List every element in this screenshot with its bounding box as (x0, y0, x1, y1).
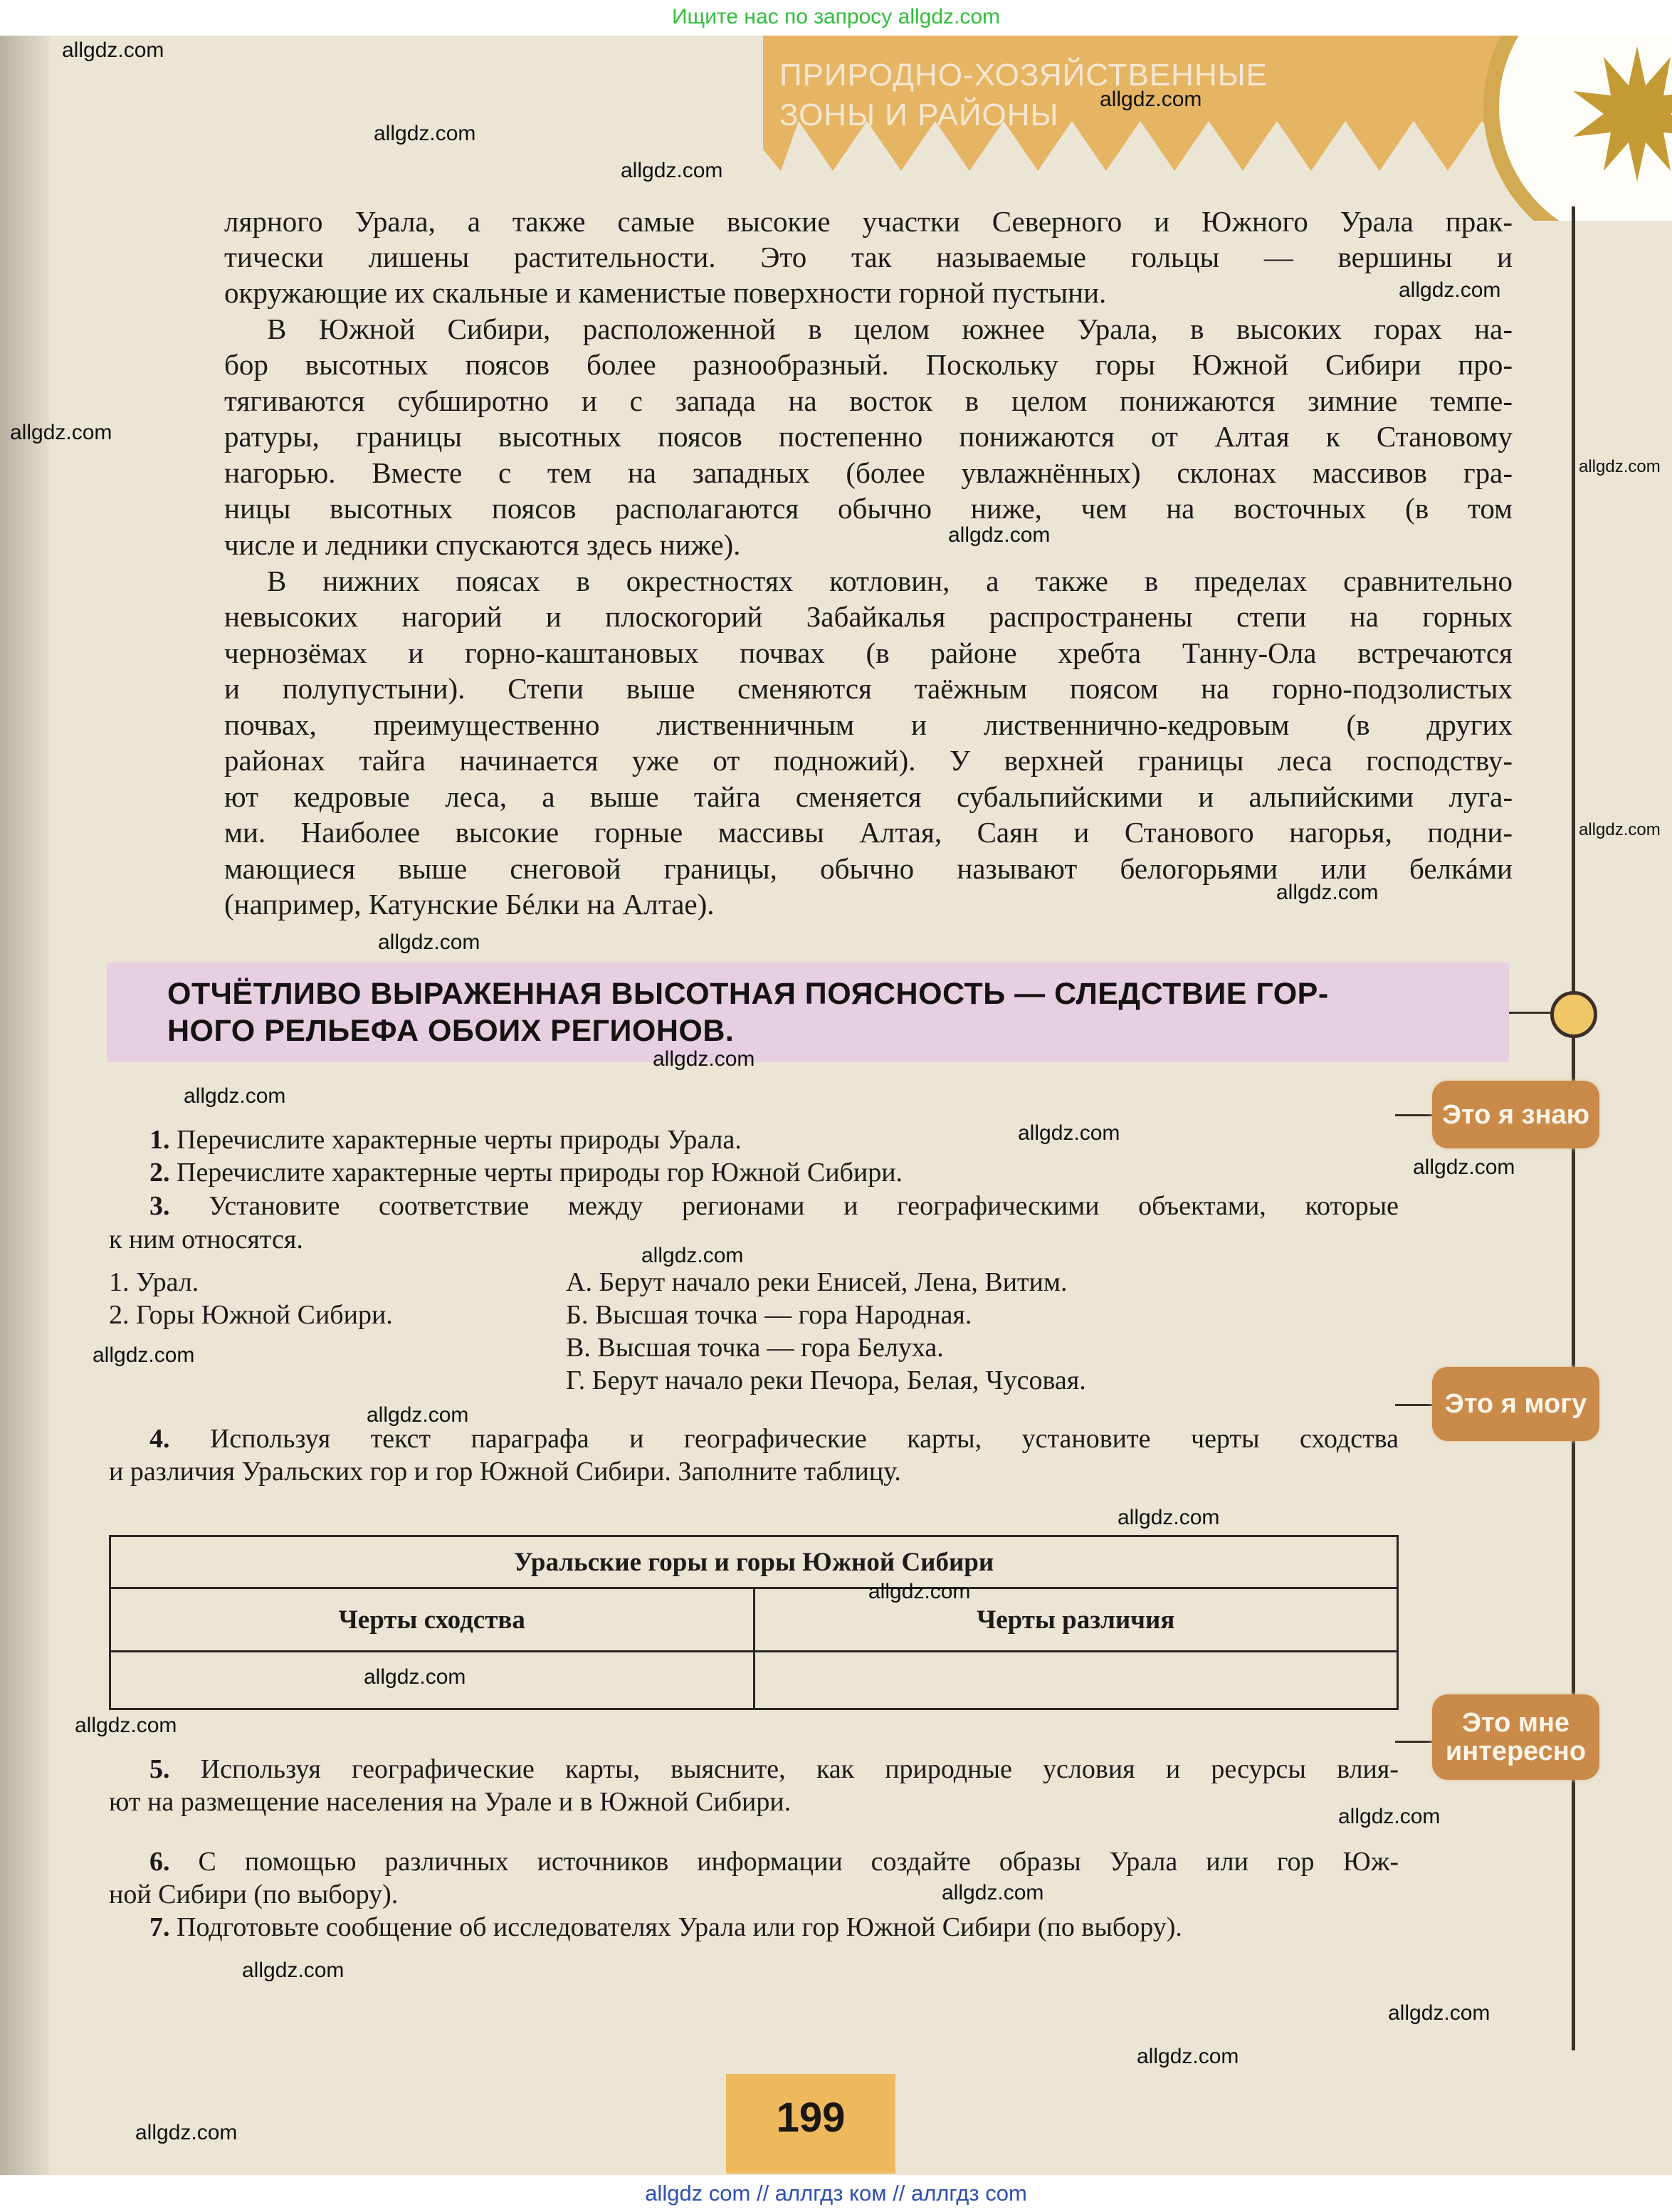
question-4 (149, 1422, 1399, 1455)
question-number: 2. (149, 1158, 170, 1188)
page-binding-edge (0, 36, 50, 2175)
match-right-item: В. Высшая точка — гора Белуха. (566, 1333, 944, 1363)
table-header-similarities: Черты сходства (110, 1588, 754, 1652)
match-right-item: Б. Высшая точка — гора Народная. (566, 1300, 972, 1330)
body-line: бор высотных поясов более разнообразный. Поскольку горы Южной Сибири про- (224, 348, 1513, 381)
watermark: allgdz.com (10, 421, 112, 444)
question-text: Установите соответствие между регионами и географическими объектами, которые (209, 1191, 1399, 1221)
watermark: allgdz.com (184, 1084, 286, 1108)
watermark: allgdz.com (135, 2121, 238, 2144)
question-text-cont: и различия Уральских гор и гор Южной Сибири. Заполните таблицу. (109, 1457, 901, 1487)
watermark: allgdz.com (1137, 2045, 1239, 2068)
body-line: ратуры, границы высотных поясов постепенно понижаются от Алтая к Становому (224, 420, 1513, 453)
question-number: 3. (149, 1191, 170, 1221)
question-1 (149, 1123, 742, 1156)
tab-this-i-know: Это я знаю (1432, 1081, 1599, 1148)
question-7 (149, 1911, 1182, 1944)
question-text: Перечислите характерные черты природы Урала. (177, 1125, 742, 1155)
chapter-title-line1: ПРИРОДНО-ХОЗЯЙСТВЕННЫЕ (779, 58, 1268, 93)
question-number: 6. (149, 1847, 170, 1877)
star-icon (1466, 36, 1672, 221)
connector-line (1509, 1012, 1553, 1014)
body-line: ми. Наиболее высокие горные массивы Алтая, Саян и Станового нагорья, подни- (224, 816, 1513, 849)
body-line: В Южной Сибири, расположенной в целом южнее Урала, в высоких горах на- (267, 313, 1513, 345)
question-text: Подготовьте сообщение об исследователях Урала или гор Южной Сибири (по выбору). (177, 1912, 1182, 1942)
watermark: allgdz.com (62, 38, 164, 62)
tab-this-interests-me (1432, 1694, 1599, 1780)
watermark: allgdz.com (1399, 278, 1501, 302)
watermark: allgdz.com (367, 1403, 469, 1427)
watermark: allgdz.com (378, 931, 480, 954)
body-line: невысоких нагорий и плоскогорий Забайкалья распространены степи на горных (224, 600, 1513, 633)
body-line: числе и ледники спускаются здесь ниже). (224, 528, 741, 561)
tab-label-line1: Это мне (1461, 1708, 1570, 1738)
question-number: 4. (149, 1424, 170, 1454)
watermark: allgdz.com (653, 1047, 755, 1071)
body-line: чернозёмах и горно-каштановых почвах (в районе хребта Танну-Ола встречаются (224, 636, 1513, 669)
watermark: allgdz.com (374, 122, 476, 145)
body-line: почвах, преимущественно лиственничным и лиственнично-кедровым (в других (224, 708, 1513, 741)
watermark: allgdz.com (1100, 88, 1202, 111)
match-left-item: 2. Горы Южной Сибири. (109, 1300, 393, 1330)
question-text: С помощью различных источников информации создайте образы Урала или гор Юж- (198, 1847, 1399, 1877)
question-6 (149, 1845, 1399, 1878)
question-number: 5. (149, 1754, 170, 1784)
conclusion-text (167, 975, 1329, 1049)
body-line: ют кедровые леса, а выше тайга сменяется субальпийскими и альпийскими луга- (224, 780, 1513, 813)
connector-line (1395, 1741, 1434, 1743)
question-3 (149, 1190, 1399, 1222)
question-text: Используя географические карты, выясните, как природные условия и ресурсы влия- (200, 1754, 1399, 1784)
question-text-cont: ной Сибири (по выбору). (109, 1880, 399, 1909)
footer-links[interactable]: allgdz com // аллгдз ком // аллгдз com (645, 2181, 1027, 2206)
tab-this-i-can: Это я могу (1432, 1367, 1599, 1441)
body-line: ницы высотных поясов располагаются обычно ниже, чем на восточных (в том (224, 492, 1513, 525)
question-number: 1. (149, 1125, 170, 1155)
match-right-item: А. Берут начало реки Енисей, Лена, Витим. (566, 1267, 1068, 1297)
watermark: allgdz.com (75, 1714, 177, 1737)
question-number: 7. (149, 1912, 170, 1942)
watermark: allgdz.com (364, 1665, 466, 1689)
question-text-cont: ют на размещение населения на Урале и в Южной Сибири. (109, 1787, 792, 1817)
watermark: allgdz.com (641, 1244, 744, 1267)
tab-label-line2: интересно (1445, 1736, 1587, 1766)
watermark: allgdz.com (93, 1343, 195, 1367)
connector-line (1395, 1404, 1434, 1406)
table-cell[interactable] (754, 1652, 1398, 1709)
watermark: allgdz.com (1018, 1121, 1120, 1145)
question-text-cont: к ним относятся. (109, 1225, 303, 1254)
comparison-table (109, 1535, 1399, 1710)
body-line: тягиваются субширотно и с запада на восток в целом понижаются зимние темпе- (224, 384, 1513, 417)
match-left-item: 1. Урал. (109, 1267, 199, 1297)
question-2 (149, 1156, 903, 1189)
watermark: allgdz.com (1338, 1805, 1441, 1828)
body-line: (например, Катунские Бéлки на Алтае). (224, 888, 715, 921)
match-right-item: Г. Берут начало реки Печора, Белая, Чусовая. (566, 1366, 1086, 1395)
table-header-differences: Черты различия (754, 1588, 1398, 1652)
watermark: allgdz.com (242, 1959, 345, 1982)
page-number: 199 (726, 2074, 895, 2174)
body-line: В нижних поясах в окрестностях котловин, а также в пределах сравнительно (267, 565, 1513, 597)
watermark: allgdz.com (1388, 2001, 1490, 2025)
top-note: Ищите нас по запросу allgdz.com (671, 5, 1001, 28)
watermark: allgdz.com (1579, 820, 1661, 839)
watermark: allgdz.com (1118, 1506, 1220, 1529)
connector-line (1395, 1114, 1434, 1116)
conclusion-line1: ОТЧЁТЛИВО ВЫРАЖЕННАЯ ВЫСОТНАЯ ПОЯСНОСТЬ — СЛЕДСТВИЕ ГОР- (167, 977, 1329, 1011)
table-title: Уральские горы и горы Южной Сибири (110, 1536, 1398, 1588)
body-line: нагорью. Вместе с тем на западных (более увлажнённых) склонах массивов гра- (224, 456, 1513, 489)
question-5 (149, 1753, 1399, 1786)
question-text: Используя текст параграфа и географические карты, установите черты сходства (209, 1424, 1399, 1454)
watermark: allgdz.com (621, 159, 723, 182)
body-line: окружающие их скальные и каменистые поверхности горной пустыни. (224, 276, 1107, 309)
chapter-title-line2: ЗОНЫ И РАЙОНЫ (779, 98, 1059, 132)
body-line: и полупустыни). Степи выше сменяются таёжным поясом на горно-подзолистых (224, 672, 1513, 705)
watermark: allgdz.com (868, 1580, 971, 1603)
body-line: тически лишены растительности. Это так называемые гольцы — вершины и (224, 241, 1513, 273)
body-line: мающиеся выше снеговой границы, обычно называют белогорьями или белкáми (224, 852, 1513, 885)
table-row (110, 1652, 1398, 1709)
body-line: лярного Урала, а также самые высокие участки Северного и Южного Урала прак- (224, 205, 1513, 238)
watermark: allgdz.com (1276, 881, 1379, 904)
question-text: Перечислите характерные черты природы гор Южной Сибири. (177, 1158, 903, 1188)
watermark: allgdz.com (1579, 457, 1661, 476)
watermark: allgdz.com (948, 523, 1051, 547)
conclusion-line2: НОГО РЕЛЬЕФА ОБОИХ РЕГИОНОВ. (167, 1014, 735, 1048)
timeline-circle-marker (1550, 991, 1597, 1038)
watermark: allgdz.com (942, 1881, 1044, 1904)
watermark: allgdz.com (1413, 1155, 1515, 1179)
body-line: районах тайга начинается уже от подножий). У верхней границы леса господству- (224, 744, 1513, 777)
